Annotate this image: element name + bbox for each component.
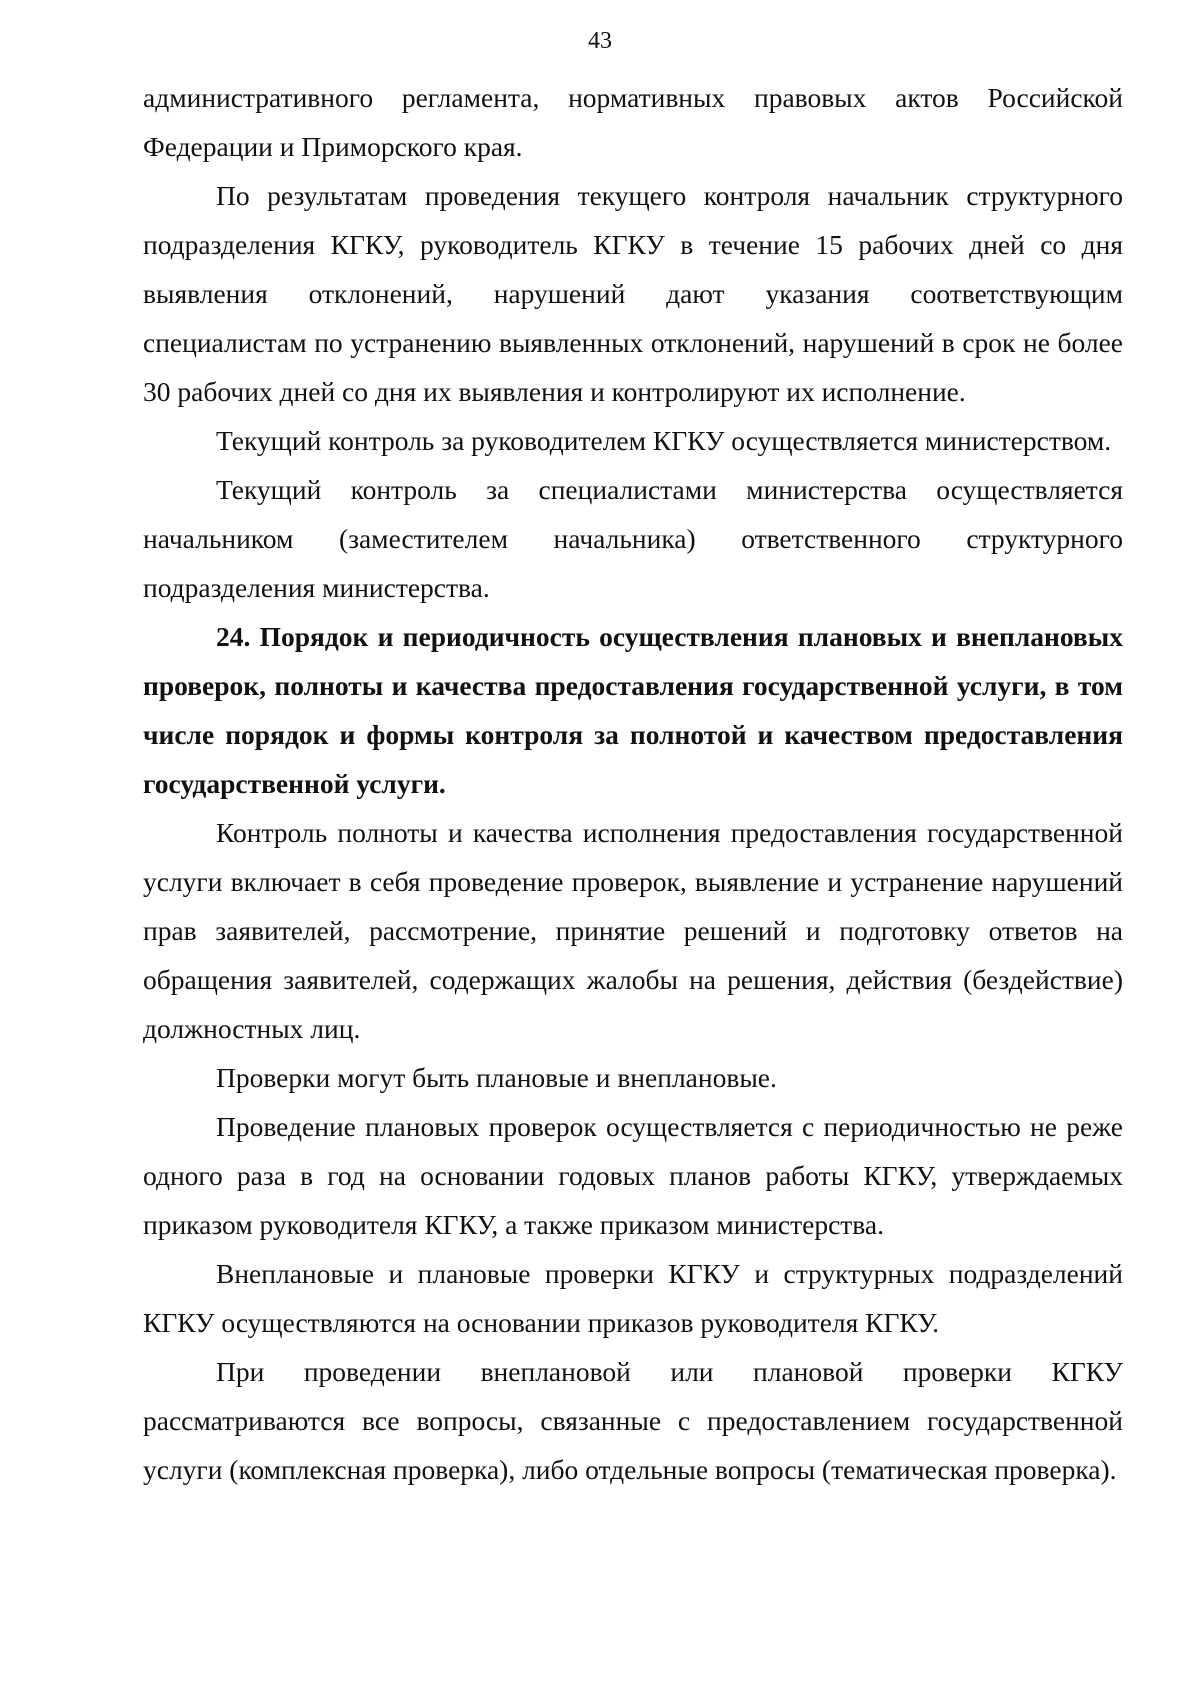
paragraph-current-control-results: По результатам проведения текущего контроля начальник структурного подразделения КГКУ, руководитель КГКУ в течение 15 рабочих дней со дня выявления отклонений, нарушений дают указания соответствующим специалистам по устранению выявленных отклонений, нарушений в срок не более 30 рабочих дней со дня их выявления и контролируют их исполнение. bbox=[143, 180, 1123, 407]
paragraph-planned-inspections: Проведение плановых проверок осуществляется с периодичностью не реже одного раза в год на основании годовых планов работы КГКУ, утверждаемых приказом руководителя КГКУ, а также приказом министерства. bbox=[143, 1111, 1123, 1240]
document-body bbox=[143, 73, 1123, 1494]
paragraph-continuation: административного регламента, нормативных правовых актов Российской Федерации и Приморского края. bbox=[143, 82, 1123, 162]
paragraph-control-over-head: Текущий контроль за руководителем КГКУ осуществляется министерством. bbox=[216, 425, 1112, 456]
paragraph-quality-control: Контроль полноты и качества исполнения предоставления государственной услуги включает в себя проведение проверок, выявление и устранение нарушений прав заявителей, рассмотрение, принятие решений и подготовку ответов на обращения заявителей, содержащих жалобы на решения, действия (бездействие) должностных лиц. bbox=[143, 817, 1123, 1044]
page-number: 43 bbox=[588, 28, 612, 54]
paragraph-unplanned-inspections: Внеплановые и плановые проверки КГКУ и структурных подразделений КГКУ осуществляются на основании приказов руководителя КГКУ. bbox=[143, 1258, 1123, 1338]
paragraph-inspection-types: Проверки могут быть плановые и внеплановые. bbox=[216, 1062, 777, 1093]
paragraph-inspection-scope: При проведении внеплановой или плановой проверки КГКУ рассматриваются все вопросы, связанные с предоставлением государственной услуги (комплексная проверка), либо отдельные вопросы (тематическая проверка). bbox=[143, 1356, 1123, 1485]
paragraph-control-over-specialists: Текущий контроль за специалистами министерства осуществляется начальником (заместителем начальника) ответственного структурного подразделения министерства. bbox=[143, 474, 1123, 603]
section-heading-24: 24. Порядок и периодичность осуществления плановых и внеплановых проверок, полноты и качества предоставления государственной услуги, в том числе порядок и формы контроля за полнотой и качеством предоставления государственной услуги. bbox=[143, 621, 1123, 799]
